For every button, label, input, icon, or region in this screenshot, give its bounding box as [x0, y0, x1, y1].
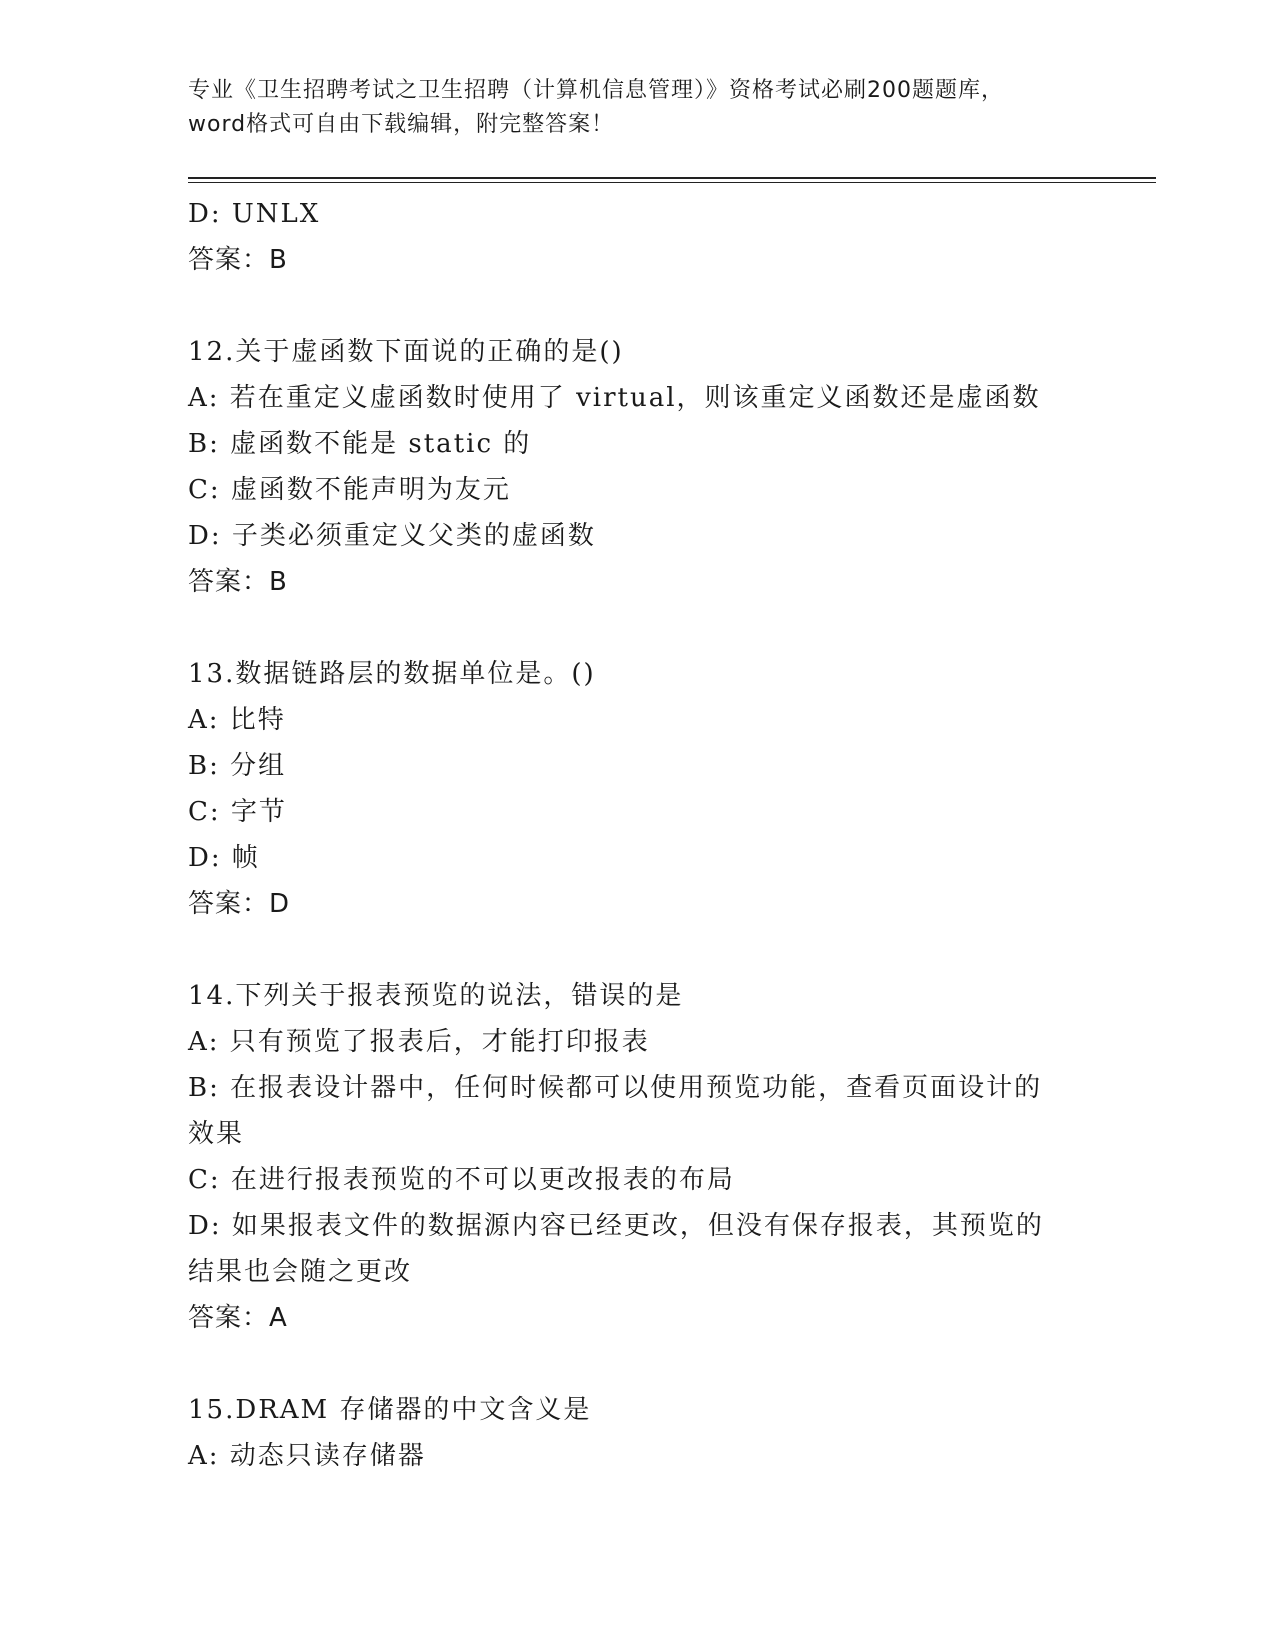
question-13	[188, 651, 1088, 927]
option-c: C: 字节	[188, 797, 287, 827]
option-c: C: 虚函数不能声明为友元	[188, 475, 511, 505]
answer-line: 答案：D	[188, 889, 291, 919]
previous-question-tail	[188, 191, 1088, 283]
question-14	[188, 973, 1088, 1341]
option-c: C: 在进行报表预览的不可以更改报表的布局	[188, 1165, 735, 1195]
option-a: A: 动态只读存储器	[188, 1441, 426, 1471]
question-text: 13.数据链路层的数据单位是。()	[188, 659, 596, 689]
option-d: D: 帧	[188, 843, 260, 873]
spacer	[188, 1341, 1088, 1387]
option-b-line-1: B: 在报表设计器中，任何时候都可以使用预览功能，查看页面设计的	[188, 1073, 1043, 1103]
answer-line: 答案：B	[188, 567, 288, 597]
question-list	[188, 191, 1088, 1479]
spacer	[188, 605, 1088, 651]
option-a: A: 比特	[188, 705, 286, 735]
header-title-line-1: 专业《卫生招聘考试之卫生招聘（计算机信息管理）》资格考试必刷200题题库，	[188, 78, 1004, 103]
option-b: B: 分组	[188, 751, 287, 781]
header-title-line-2: word格式可自由下载编辑，附完整答案！	[188, 112, 615, 137]
option-b: B: 虚函数不能是 static 的	[188, 429, 532, 459]
question-12	[188, 329, 1088, 605]
question-text: 12.关于虚函数下面说的正确的是()	[188, 337, 624, 367]
option-d: D: UNLX	[188, 199, 321, 229]
answer-line: 答案：A	[188, 1303, 288, 1333]
document-header	[188, 74, 1188, 142]
spacer	[188, 283, 1088, 329]
question-text: 14.下列关于报表预览的说法，错误的是	[188, 981, 684, 1011]
header-divider-thick	[188, 177, 1156, 179]
option-d: D: 子类必须重定义父类的虚函数	[188, 521, 596, 551]
question-text: 15.DRAM 存储器的中文含义是	[188, 1395, 592, 1425]
option-a: A: 只有预览了报表后，才能打印报表	[188, 1027, 650, 1057]
spacer	[188, 927, 1088, 973]
option-d-line-2: 结果也会随之更改	[188, 1257, 413, 1287]
option-d-line-1: D: 如果报表文件的数据源内容已经更改，但没有保存报表，其预览的	[188, 1211, 1044, 1241]
answer-line: 答案：B	[188, 245, 288, 275]
question-15	[188, 1387, 1088, 1479]
option-a: A: 若在重定义虚函数时使用了 virtual，则该重定义函数还是虚函数	[188, 383, 1041, 413]
header-divider-thin	[188, 182, 1156, 183]
document-page	[188, 0, 1188, 1650]
option-b-line-2: 效果	[188, 1119, 245, 1149]
